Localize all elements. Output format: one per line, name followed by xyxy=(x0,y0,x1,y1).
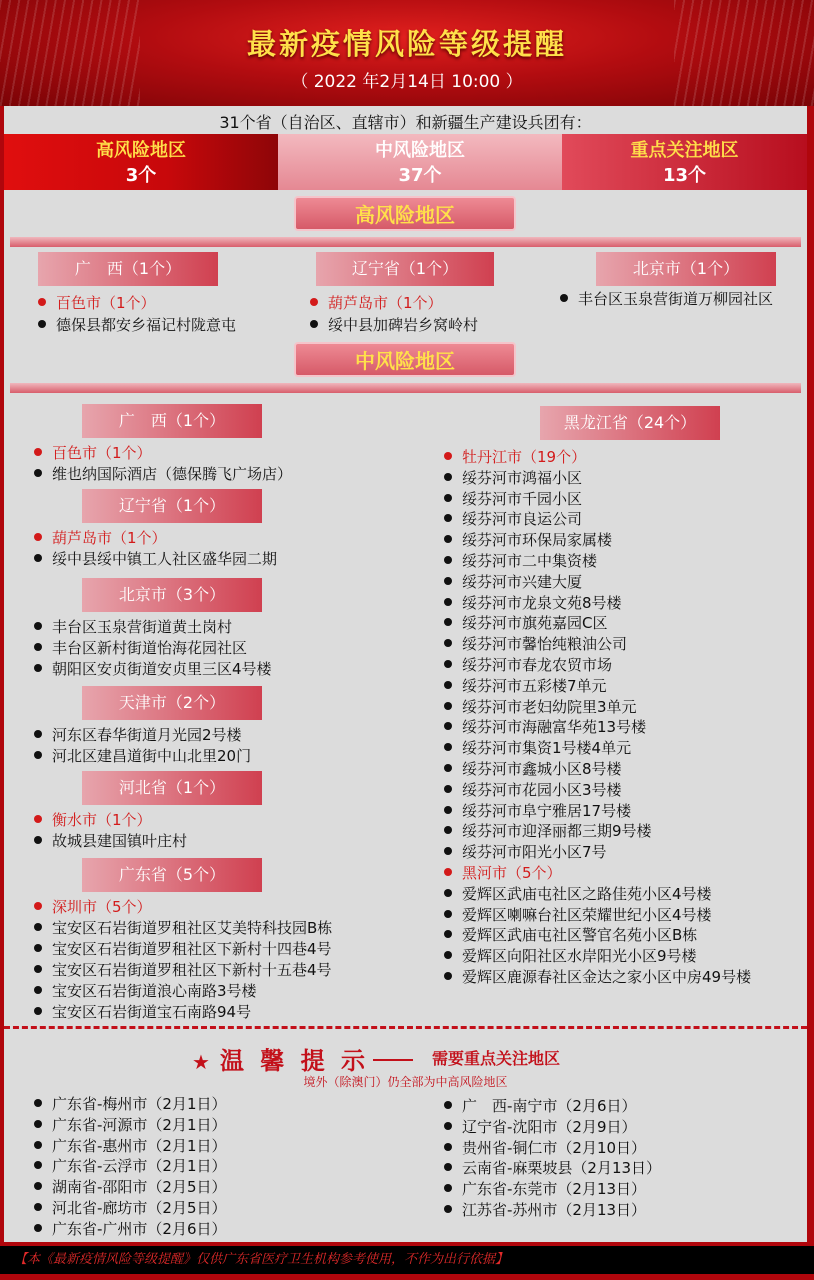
city-line xyxy=(310,293,443,313)
bullet-icon xyxy=(34,1182,42,1190)
city-label: 百色市（1个） xyxy=(56,294,156,312)
area-item xyxy=(444,780,622,800)
bullet-icon xyxy=(34,751,42,759)
bullet-icon xyxy=(444,826,452,834)
bullet-icon xyxy=(444,743,452,751)
area-item xyxy=(444,946,697,966)
page-title: 最新疫情风险等级提醒 xyxy=(246,27,567,61)
area-label: 宝安区石岩街道罗租社区下新村十四巷4号 xyxy=(52,940,332,958)
area-label: 绥芬河市鸿福小区 xyxy=(462,468,583,487)
bullet-icon xyxy=(34,643,42,651)
bullet-icon xyxy=(444,1184,452,1192)
summary-key-areas xyxy=(562,134,807,190)
area-label: 宝安区石岩街道罗租社区艾美特科技园B栋 xyxy=(52,919,333,937)
area-label: 绥芬河市迎泽丽都三期9号楼 xyxy=(462,822,652,841)
section-title-medium: 中风险地区 xyxy=(294,342,516,377)
summary-medium-risk xyxy=(278,134,562,190)
area-item xyxy=(444,1117,637,1137)
bullet-icon xyxy=(444,639,452,647)
section-title-high: 高风险地区 xyxy=(294,196,516,231)
area-label: 丰台区玉泉营街道万柳园社区 xyxy=(578,290,774,308)
city-line xyxy=(34,810,152,830)
bullet-icon xyxy=(34,1203,42,1211)
province-header: 广 西（1个） xyxy=(38,252,218,286)
city-label: 葫芦岛市（1个） xyxy=(52,529,167,547)
city-label: 黑河市（5个） xyxy=(462,864,562,882)
area-item xyxy=(444,551,597,571)
bullet-icon xyxy=(34,944,42,952)
bullet-icon xyxy=(34,815,42,823)
bullet-icon xyxy=(444,1205,452,1213)
area-item xyxy=(34,918,332,938)
area-label: 辽宁省-沈阳市（2月9日） xyxy=(462,1117,637,1136)
province-header: 北京市（3个） xyxy=(82,578,262,612)
area-label: 贵州省-铜仁市（2月10日） xyxy=(462,1138,647,1157)
bullet-icon xyxy=(444,1101,452,1109)
area-label: 故城县建国镇叶庄村 xyxy=(52,832,188,850)
area-item xyxy=(444,593,622,613)
area-label: 绥芬河市良运公司 xyxy=(462,510,583,529)
area-label: 绥中县绥中镇工人社区盛华园二期 xyxy=(52,550,278,568)
bullet-icon xyxy=(444,494,452,502)
bullet-icon xyxy=(444,660,452,668)
area-item xyxy=(444,905,712,925)
bullet-icon xyxy=(444,473,452,481)
area-label: 江苏省-苏州市（2月13日） xyxy=(462,1201,647,1219)
area-item xyxy=(444,489,582,509)
bullet-icon xyxy=(34,622,42,630)
area-item xyxy=(444,967,751,987)
city-label: 牡丹江市（19个） xyxy=(462,448,587,466)
area-label: 爱辉区喇嘛台社区荣耀世纪小区4号楼 xyxy=(462,905,712,924)
summary-label: 高风险地区 xyxy=(96,140,186,161)
bullet-icon xyxy=(34,1224,42,1232)
summary-label: 重点关注地区 xyxy=(630,140,739,161)
area-label: 广东省-云浮市（2月1日） xyxy=(52,1157,227,1176)
bullet-icon xyxy=(34,965,42,973)
area-item xyxy=(34,1177,227,1197)
bullet-icon xyxy=(34,1141,42,1149)
area-item xyxy=(34,638,247,658)
bullet-icon xyxy=(34,923,42,931)
area-label: 绥芬河市兴建大厦 xyxy=(462,572,583,591)
area-label: 宝安区石岩街道罗租社区下新村十五巷4号 xyxy=(52,961,332,979)
area-item xyxy=(444,1138,646,1158)
bullet-icon xyxy=(444,556,452,564)
bullet-icon xyxy=(34,664,42,672)
area-item xyxy=(34,464,292,484)
notice-heading xyxy=(192,1041,417,1076)
area-item xyxy=(444,842,607,862)
city-line xyxy=(444,447,586,467)
area-label: 绥芬河市阜宁雅居17号楼 xyxy=(462,801,632,820)
area-label: 绥芬河市旗苑嘉园C区 xyxy=(462,614,608,633)
area-label: 维也纳国际酒店（德保腾飞广场店） xyxy=(52,465,293,483)
province-header: 广 西（1个） xyxy=(82,404,262,438)
area-label: 绥芬河市鑫城小区8号楼 xyxy=(462,760,622,778)
area-item xyxy=(444,884,712,904)
city-label: 百色市（1个） xyxy=(52,444,152,462)
bullet-icon xyxy=(444,452,452,460)
area-item xyxy=(444,613,607,633)
area-item xyxy=(444,509,582,529)
area-item xyxy=(444,1096,637,1116)
notice-title: 温 馨 提 示 xyxy=(219,1047,370,1075)
area-label: 爱辉区武庙屯社区警官名苑小区B栋 xyxy=(462,926,698,945)
bullet-icon xyxy=(34,533,42,541)
area-item xyxy=(34,617,232,637)
area-label: 绥中县加碑岩乡窝岭村 xyxy=(328,316,479,334)
city-line xyxy=(34,528,167,548)
section-band xyxy=(10,237,801,247)
area-item xyxy=(444,697,637,717)
area-label: 绥芬河市馨怡纯粮油公司 xyxy=(462,635,628,654)
notice-note: 境外（除澳门）仍全部为中高风险地区 xyxy=(303,1075,508,1089)
summary-count: 37个 xyxy=(398,165,442,186)
province-header: 辽宁省（1个） xyxy=(82,489,262,523)
area-item xyxy=(34,1136,227,1156)
area-label: 河东区春华街道月光园2号楼 xyxy=(52,726,242,744)
area-label: 广东省-河源市（2月1日） xyxy=(52,1115,227,1134)
city-label: 深圳市（5个） xyxy=(52,898,152,916)
area-label: 爱辉区鹿源春社区金达之家小区中房49号楼 xyxy=(462,968,752,986)
summary-label: 中风险地区 xyxy=(375,140,465,161)
area-item xyxy=(444,572,582,592)
area-label: 爱辉区武庙屯社区之路佳苑小区4号楼 xyxy=(462,884,712,903)
area-item xyxy=(444,1200,646,1220)
header-banner xyxy=(0,0,814,106)
bullet-icon xyxy=(34,902,42,910)
bullet-icon xyxy=(34,986,42,994)
bullet-icon xyxy=(38,320,46,328)
area-item xyxy=(444,676,607,696)
bullet-icon xyxy=(444,889,452,897)
area-item xyxy=(444,468,582,488)
area-item xyxy=(34,659,272,679)
province-header: 河北省（1个） xyxy=(82,771,262,805)
area-label: 宝安区石岩街道浪心南路3号楼 xyxy=(52,982,257,1000)
bullet-icon xyxy=(444,847,452,855)
area-label: 广东省-惠州市（2月1日） xyxy=(52,1136,227,1155)
area-item xyxy=(34,1094,227,1114)
dashed-divider xyxy=(4,1026,807,1029)
area-item xyxy=(34,1198,227,1218)
summary-count: 3个 xyxy=(125,165,157,186)
area-label: 湖南省-邵阳市（2月5日） xyxy=(52,1178,227,1197)
area-item xyxy=(444,1179,646,1199)
bullet-icon xyxy=(444,702,452,710)
area-label: 河北区建昌道街中山北里20门 xyxy=(52,747,252,765)
area-item xyxy=(444,738,631,758)
bullet-icon xyxy=(560,294,568,302)
bullet-icon xyxy=(444,514,452,522)
city-label: 衡水市（1个） xyxy=(52,811,152,829)
area-item xyxy=(34,981,257,1001)
bullet-icon xyxy=(444,681,452,689)
bullet-icon xyxy=(310,320,318,328)
area-label: 云南省-麻栗坡县（2月13日） xyxy=(462,1159,662,1178)
area-item xyxy=(34,1002,251,1022)
star-icon: ★ xyxy=(192,1050,214,1074)
bullet-icon xyxy=(34,1120,42,1128)
footer-disclaimer: 【本《最新疫情风险等级提醒》仅供广东省医疗卫生机构参考使用，不作为出行依据】 xyxy=(0,1246,814,1274)
area-label: 绥芬河市春龙农贸市场 xyxy=(462,656,613,674)
area-label: 爱辉区向阳社区水岸阳光小区9号楼 xyxy=(462,947,697,966)
province-header: 黑龙江省（24个） xyxy=(540,406,720,440)
province-header: 北京市（1个） xyxy=(596,252,776,286)
area-label: 绥芬河市五彩楼7单元 xyxy=(462,676,607,695)
bullet-icon xyxy=(444,972,452,980)
province-header: 辽宁省（1个） xyxy=(316,252,494,286)
area-label: 德保县都安乡福记村陇意屯 xyxy=(56,316,237,334)
bullet-icon xyxy=(38,298,46,306)
intro-text: 31个省（自治区、直辖市）和新疆生产建设兵团有： xyxy=(219,113,592,132)
area-label: 绥芬河市海融富华苑13号楼 xyxy=(462,718,647,737)
area-label: 绥芬河市阳光小区7号 xyxy=(462,843,607,862)
area-item xyxy=(444,759,622,779)
area-item xyxy=(444,1158,661,1178)
area-label: 广东省-广州市（2月6日） xyxy=(52,1219,227,1238)
province-header: 广东省（5个） xyxy=(82,858,262,892)
area-label: 丰台区新村街道怡海花园社区 xyxy=(52,639,248,657)
city-line xyxy=(38,293,156,313)
area-label: 宝安区石岩街道宝石南路94号 xyxy=(52,1003,252,1021)
dash-line xyxy=(373,1059,413,1061)
city-line xyxy=(34,443,152,463)
bullet-icon xyxy=(34,469,42,477)
area-item xyxy=(34,725,242,745)
area-item xyxy=(34,1115,227,1135)
city-line xyxy=(444,863,562,883)
area-item xyxy=(34,960,332,980)
area-item xyxy=(444,634,627,654)
bullet-icon xyxy=(444,930,452,938)
bullet-icon xyxy=(444,577,452,585)
area-item xyxy=(444,717,646,737)
summary-high-risk xyxy=(4,134,278,190)
bullet-icon xyxy=(444,535,452,543)
area-item xyxy=(444,801,631,821)
area-item xyxy=(34,831,187,851)
bullet-icon xyxy=(444,806,452,814)
city-label: 葫芦岛市（1个） xyxy=(328,294,443,312)
area-label: 绥芬河市花园小区3号楼 xyxy=(462,780,622,799)
area-label: 绥芬河市环保局家属楼 xyxy=(462,531,613,550)
bullet-icon xyxy=(444,1143,452,1151)
area-item xyxy=(444,530,612,550)
area-item xyxy=(34,1156,227,1176)
bullet-icon xyxy=(34,1161,42,1169)
area-item xyxy=(34,746,251,766)
bullet-icon xyxy=(310,298,318,306)
bullet-icon xyxy=(444,722,452,730)
bullet-icon xyxy=(444,598,452,606)
area-label: 绥芬河市龙泉文苑8号楼 xyxy=(462,593,622,612)
area-item xyxy=(444,821,652,841)
area-item xyxy=(34,939,332,959)
bullet-icon xyxy=(34,554,42,562)
bullet-icon xyxy=(444,764,452,772)
area-item xyxy=(34,549,277,569)
bullet-icon xyxy=(444,785,452,793)
bullet-icon xyxy=(34,836,42,844)
area-label: 绥芬河市老妇幼院里3单元 xyxy=(462,697,637,716)
area-label: 广 西-南宁市（2月6日） xyxy=(462,1097,637,1115)
area-label: 绥芬河市二中集资楼 xyxy=(462,552,598,570)
area-label: 丰台区玉泉营街道黄土岗村 xyxy=(52,618,233,636)
bullet-icon xyxy=(444,868,452,876)
area-label: 朝阳区安贞街道安贞里三区4号楼 xyxy=(52,660,272,678)
bullet-icon xyxy=(444,951,452,959)
bullet-icon xyxy=(444,1122,452,1130)
section-band xyxy=(10,383,801,393)
area-item xyxy=(444,655,612,675)
area-item xyxy=(560,289,773,309)
area-label: 广东省-东莞市（2月13日） xyxy=(462,1180,647,1199)
bullet-icon xyxy=(34,730,42,738)
area-item xyxy=(444,925,697,945)
province-header: 天津市（2个） xyxy=(82,686,262,720)
timestamp: （ 2022 年2月14日 10:00 ） xyxy=(291,72,523,92)
summary-count: 13个 xyxy=(662,165,707,186)
area-label: 绥芬河市集资1号楼4单元 xyxy=(462,739,632,758)
area-label: 河北省-廊坊市（2月5日） xyxy=(52,1199,227,1217)
area-label: 广东省-梅州市（2月1日） xyxy=(52,1095,227,1113)
notice-subtitle: 需要重点关注地区 xyxy=(432,1049,561,1068)
city-line xyxy=(34,897,152,917)
bullet-icon xyxy=(34,1099,42,1107)
bullet-icon xyxy=(444,1163,452,1171)
content-sheet xyxy=(4,106,807,1242)
bullet-icon xyxy=(34,448,42,456)
area-item xyxy=(310,315,478,335)
area-label: 绥芬河市千园小区 xyxy=(462,489,583,508)
bullet-icon xyxy=(444,618,452,626)
area-item xyxy=(34,1219,227,1239)
bullet-icon xyxy=(444,910,452,918)
bullet-icon xyxy=(34,1007,42,1015)
area-item xyxy=(38,315,236,335)
